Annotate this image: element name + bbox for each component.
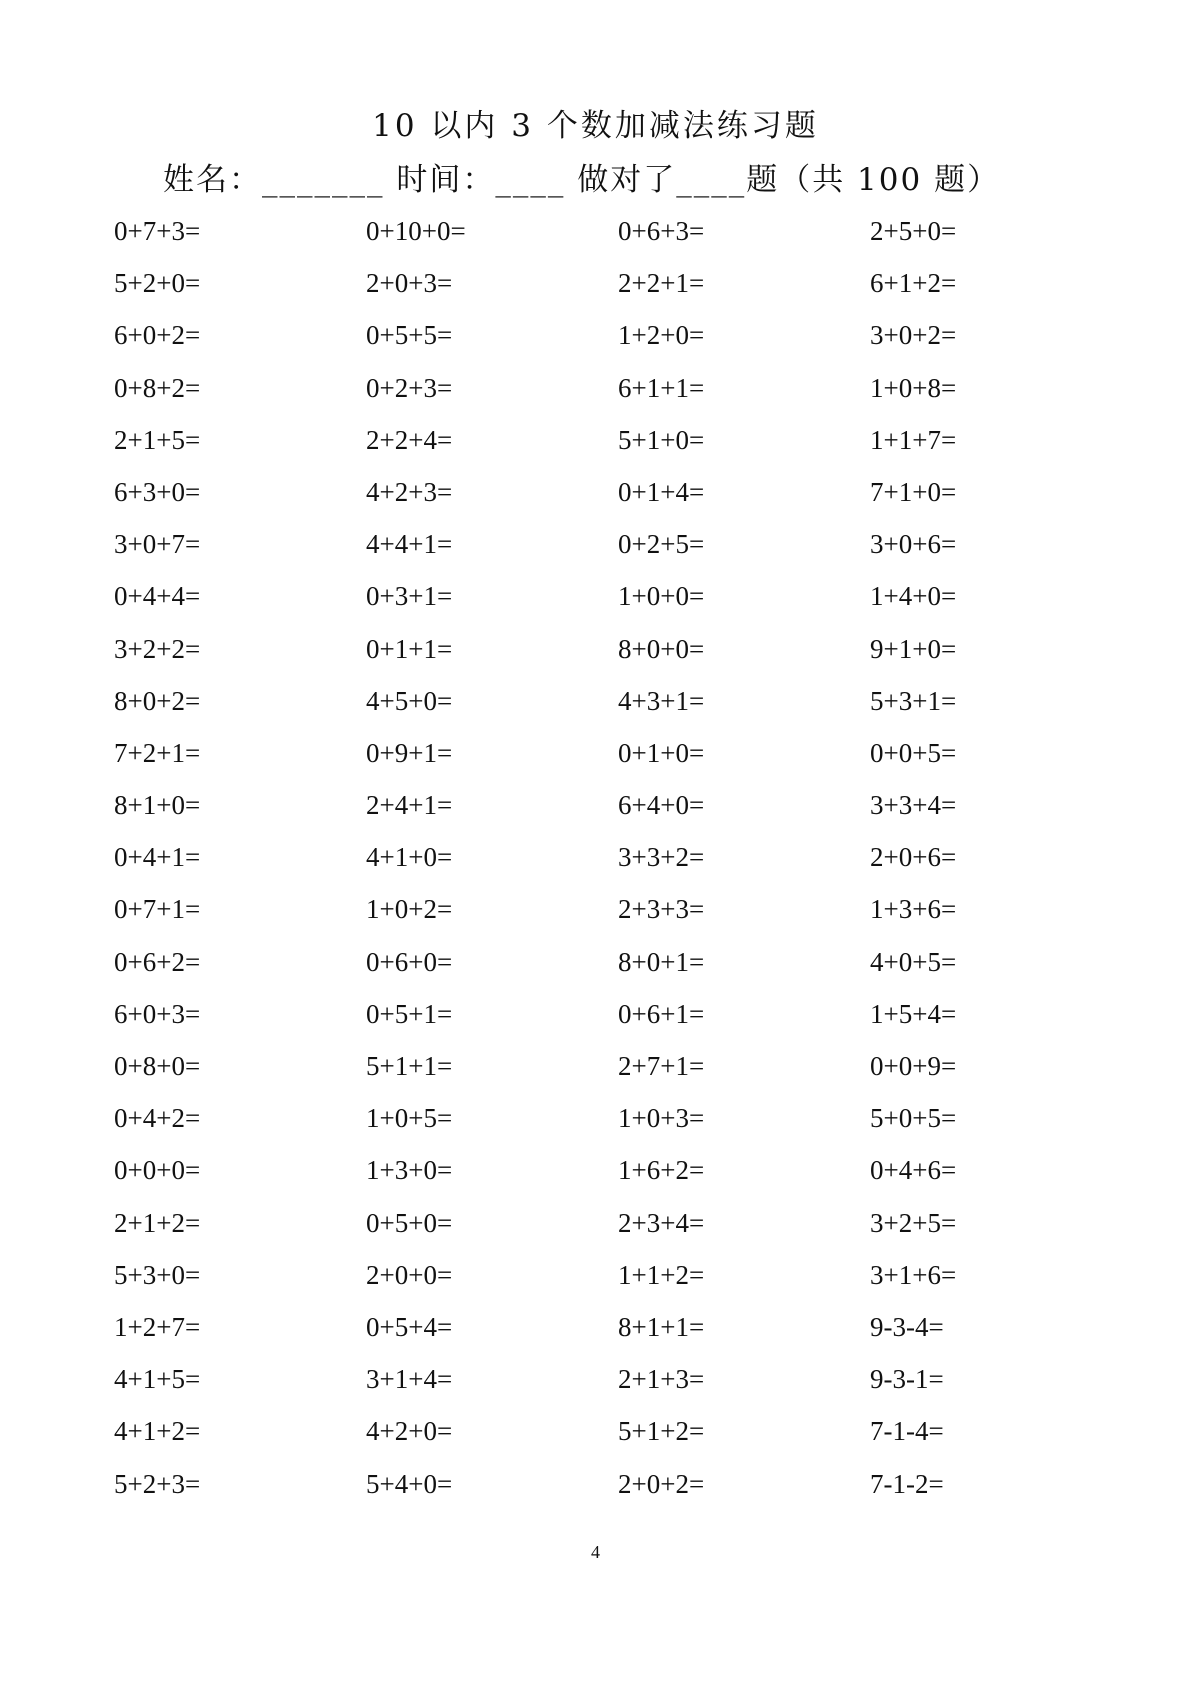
math-problem: 5+4+0= bbox=[366, 1468, 453, 1499]
math-problem: 2+7+1= bbox=[618, 1051, 705, 1081]
math-problem: 1+6+2= bbox=[618, 1155, 705, 1186]
math-problem: 3+1+6= bbox=[870, 1259, 957, 1290]
math-problem: 3+0+7= bbox=[114, 529, 201, 560]
math-problem: 0+5+5= bbox=[366, 320, 453, 351]
math-problem: 3+0+6= bbox=[870, 529, 957, 560]
math-problem: 1+0+5= bbox=[366, 1103, 453, 1134]
student-info-line: 姓名：_______ 时间：____ 做对了____题（共 100 题） bbox=[163, 162, 1001, 198]
page-number: 4 bbox=[591, 1542, 600, 1562]
math-problem: 1+3+6= bbox=[870, 894, 957, 925]
math-problem: 6+4+0= bbox=[618, 790, 705, 821]
math-problem: 7-1-4= bbox=[870, 1416, 944, 1447]
math-problem: 0+5+1= bbox=[366, 998, 453, 1029]
math-problem: 5+2+0= bbox=[114, 268, 201, 299]
math-problem: 0+3+1= bbox=[366, 581, 453, 612]
math-problem: 1+1+7= bbox=[870, 424, 957, 455]
math-problem: 2+0+6= bbox=[870, 842, 957, 873]
math-problem: 8+1+1= bbox=[618, 1311, 705, 1342]
math-problem: 1+0+3= bbox=[618, 1103, 705, 1134]
math-problem: 2+4+1= bbox=[366, 790, 453, 821]
math-problem: 0+8+0= bbox=[114, 1051, 201, 1081]
math-problem: 5+3+1= bbox=[870, 685, 957, 716]
math-problem: 0+0+0= bbox=[114, 1155, 201, 1186]
math-problem: 4+1+5= bbox=[114, 1364, 201, 1395]
math-problem: 8+0+2= bbox=[114, 685, 201, 716]
math-problem: 8+1+0= bbox=[114, 790, 201, 821]
math-problem: 3+1+4= bbox=[366, 1364, 453, 1395]
math-problem: 1+2+0= bbox=[618, 320, 705, 351]
math-problem: 6+1+2= bbox=[870, 268, 957, 299]
math-problem: 4+4+1= bbox=[366, 529, 453, 560]
math-problem: 2+1+3= bbox=[618, 1364, 705, 1395]
math-problem: 8+0+0= bbox=[618, 633, 705, 664]
math-problem: 0+0+5= bbox=[870, 737, 957, 768]
math-problem: 6+1+1= bbox=[618, 372, 705, 403]
math-problem: 0+7+1= bbox=[114, 894, 201, 925]
math-problem: 1+0+2= bbox=[366, 894, 453, 925]
math-problem: 5+2+3= bbox=[114, 1468, 201, 1499]
math-problem: 0+5+4= bbox=[366, 1311, 453, 1342]
math-problem: 0+7+3= bbox=[114, 216, 201, 246]
math-problem: 5+3+0= bbox=[114, 1259, 201, 1290]
math-problem: 7+2+1= bbox=[114, 737, 201, 768]
math-problem: 5+1+0= bbox=[618, 424, 705, 455]
math-problem: 2+3+4= bbox=[618, 1207, 705, 1238]
math-problem: 2+0+3= bbox=[366, 268, 453, 299]
math-problem: 5+0+5= bbox=[870, 1103, 957, 1134]
math-problem: 0+6+3= bbox=[618, 216, 705, 246]
math-problem: 4+2+3= bbox=[366, 476, 453, 507]
math-problem: 3+3+4= bbox=[870, 790, 957, 821]
math-problem: 9+1+0= bbox=[870, 633, 957, 664]
math-problem: 2+5+0= bbox=[870, 216, 957, 246]
math-problem: 4+0+5= bbox=[870, 946, 957, 977]
math-problem: 1+2+7= bbox=[114, 1311, 201, 1342]
math-problem: 1+5+4= bbox=[870, 998, 957, 1029]
math-problem: 2+3+3= bbox=[618, 894, 705, 925]
math-problem: 5+1+2= bbox=[618, 1416, 705, 1447]
math-problem: 2+0+0= bbox=[366, 1259, 453, 1290]
math-problem: 0+4+6= bbox=[870, 1155, 957, 1186]
math-problem: 6+0+2= bbox=[114, 320, 201, 351]
math-problem: 0+2+3= bbox=[366, 372, 453, 403]
problem-grid bbox=[114, 211, 1114, 1516]
math-problem: 1+4+0= bbox=[870, 581, 957, 612]
math-problem: 0+10+0= bbox=[366, 216, 466, 246]
math-problem: 2+1+2= bbox=[114, 1207, 201, 1238]
math-problem: 0+0+9= bbox=[870, 1051, 957, 1081]
math-problem: 4+1+2= bbox=[114, 1416, 201, 1447]
math-problem: 2+2+1= bbox=[618, 268, 705, 299]
math-problem: 0+1+4= bbox=[618, 476, 705, 507]
math-problem: 4+1+0= bbox=[366, 842, 453, 873]
math-problem: 6+0+3= bbox=[114, 998, 201, 1029]
math-problem: 2+0+2= bbox=[618, 1468, 705, 1499]
page-title: 10 以内 3 个数加减法练习题 bbox=[372, 108, 819, 144]
math-problem: 0+4+2= bbox=[114, 1103, 201, 1134]
math-problem: 1+3+0= bbox=[366, 1155, 453, 1186]
math-problem: 0+4+1= bbox=[114, 842, 201, 873]
math-problem: 7-1-2= bbox=[870, 1468, 944, 1499]
math-problem: 0+6+1= bbox=[618, 998, 705, 1029]
math-problem: 7+1+0= bbox=[870, 476, 957, 507]
math-problem: 9-3-1= bbox=[870, 1364, 944, 1395]
math-problem: 0+6+2= bbox=[114, 946, 201, 977]
math-problem: 4+3+1= bbox=[618, 685, 705, 716]
math-problem: 6+3+0= bbox=[114, 476, 201, 507]
math-problem: 1+0+8= bbox=[870, 372, 957, 403]
math-problem: 0+6+0= bbox=[366, 946, 453, 977]
math-problem: 0+8+2= bbox=[114, 372, 201, 403]
math-problem: 2+2+4= bbox=[366, 424, 453, 455]
math-problem: 0+5+0= bbox=[366, 1207, 453, 1238]
math-problem: 4+2+0= bbox=[366, 1416, 453, 1447]
math-problem: 3+3+2= bbox=[618, 842, 705, 873]
math-problem: 2+1+5= bbox=[114, 424, 201, 455]
math-problem: 0+2+5= bbox=[618, 529, 705, 560]
math-problem: 5+1+1= bbox=[366, 1051, 453, 1081]
math-problem: 0+1+1= bbox=[366, 633, 453, 664]
math-problem: 9-3-4= bbox=[870, 1311, 944, 1342]
math-problem: 1+1+2= bbox=[618, 1259, 705, 1290]
math-problem: 1+0+0= bbox=[618, 581, 705, 612]
math-problem: 0+9+1= bbox=[366, 737, 453, 768]
math-problem: 0+1+0= bbox=[618, 737, 705, 768]
math-problem: 3+2+2= bbox=[114, 633, 201, 664]
math-problem: 0+4+4= bbox=[114, 581, 201, 612]
math-problem: 3+2+5= bbox=[870, 1207, 957, 1238]
math-problem: 3+0+2= bbox=[870, 320, 957, 351]
math-problem: 8+0+1= bbox=[618, 946, 705, 977]
math-problem: 4+5+0= bbox=[366, 685, 453, 716]
